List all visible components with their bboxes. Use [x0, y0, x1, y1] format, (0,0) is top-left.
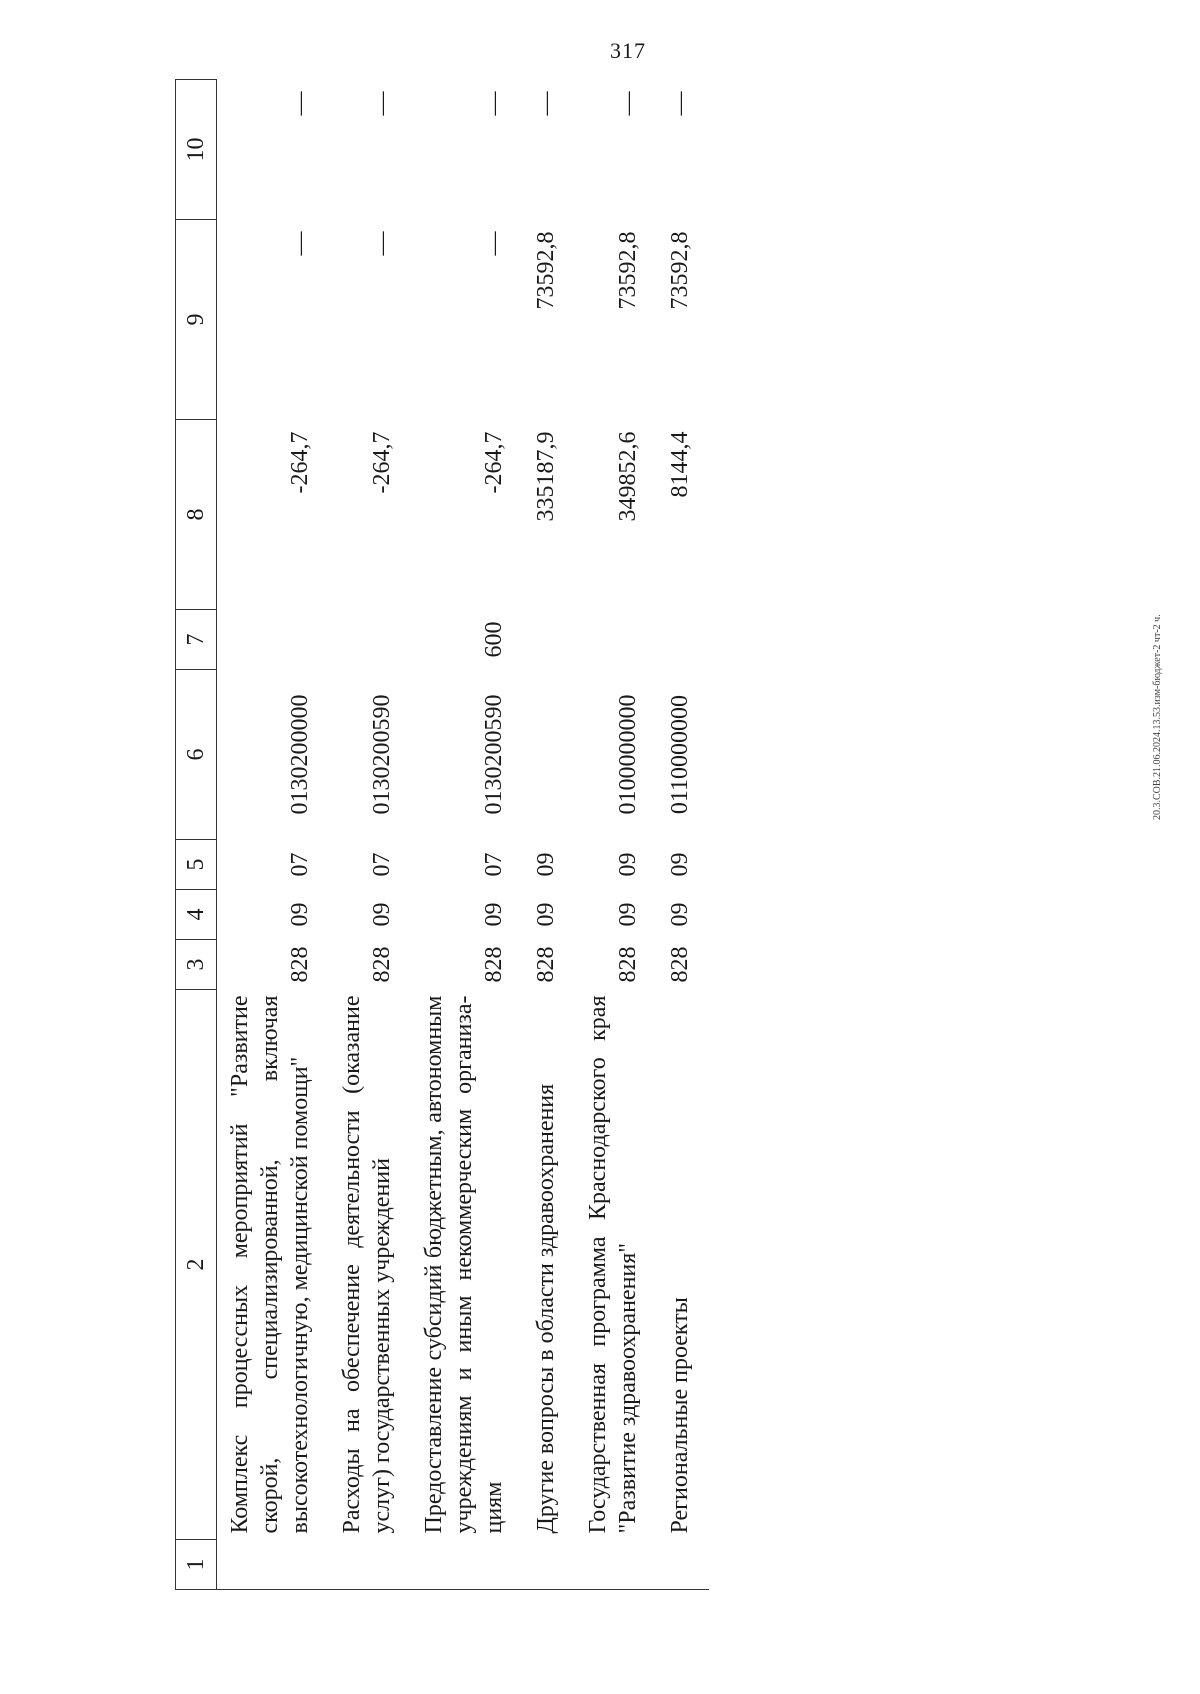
- row-index-cell: [657, 1540, 709, 1590]
- header-row: [176, 80, 217, 1590]
- cell-c8: 349852,6: [615, 431, 641, 522]
- cell-c6: 0130200590: [481, 694, 507, 815]
- cell-c6: 0130200590: [369, 694, 395, 815]
- cell-c10: —: [533, 91, 559, 116]
- row-index-cell: [217, 1540, 330, 1590]
- header-col-3: 3: [176, 940, 217, 990]
- cell-c6: 0110000000: [667, 694, 693, 815]
- cell-c6: 0100000000: [615, 694, 641, 815]
- table-row: [657, 80, 709, 1590]
- cell-c4: 09: [369, 902, 395, 927]
- cell-c7: [329, 610, 411, 670]
- header-col-8: 8: [176, 420, 217, 610]
- row-index-cell: [575, 1540, 657, 1590]
- cell-c10: —: [615, 91, 641, 116]
- row-index-cell: [329, 1540, 411, 1590]
- cell-c5: 07: [369, 852, 395, 877]
- header-col-10: 10: [176, 80, 217, 220]
- header-col-4: 4: [176, 890, 217, 940]
- table-row: [575, 80, 657, 1590]
- cell-c8: 335187,9: [533, 431, 559, 522]
- row-name: Комплекс процессных мероприятий "Развитие скорой, специализированной, включая высокотехнологичную, медицинской помощи": [227, 995, 313, 1534]
- document-footer-code: 20.3.СОВ.21.06.2024.13.53.изм-бюджет-2 чт-2 ч.: [1152, 614, 1163, 820]
- cell-c3: 828: [481, 946, 507, 983]
- cell-c8: -264,7: [287, 431, 313, 494]
- cell-c9: 73592,8: [533, 231, 559, 310]
- cell-c7: [217, 610, 330, 670]
- cell-c5: 09: [533, 852, 559, 877]
- cell-c10: —: [287, 91, 313, 116]
- budget-table-rotated: [175, 80, 1130, 1590]
- row-name: Расходы на обеспечение деятельности (оказание услуг) государственных учреждений: [339, 995, 395, 1534]
- cell-c6: [523, 670, 575, 840]
- cell-c4: 09: [615, 902, 641, 927]
- cell-c7: [575, 610, 657, 670]
- cell-c5: 09: [615, 852, 641, 877]
- cell-c4: 09: [481, 902, 507, 927]
- cell-c5: 07: [481, 852, 507, 877]
- table-row: [411, 80, 523, 1590]
- page-number: 317: [610, 38, 646, 63]
- table-header: [176, 80, 217, 1590]
- cell-c7: [657, 610, 709, 670]
- cell-c3: 828: [615, 946, 641, 983]
- table-row: [329, 80, 411, 1590]
- cell-c5: 07: [287, 852, 313, 877]
- header-col-5: 5: [176, 840, 217, 890]
- cell-c8: -264,7: [369, 431, 395, 494]
- row-index-cell: [411, 1540, 523, 1590]
- header-col-7: 7: [176, 610, 217, 670]
- row-name: Государственная программа Краснодарского края "Развитие здравоохранения": [585, 995, 641, 1534]
- cell-c8: -264,7: [481, 431, 507, 494]
- row-index-cell: [523, 1540, 575, 1590]
- cell-c5: 09: [667, 852, 693, 877]
- cell-c3: 828: [287, 946, 313, 983]
- table-row: [523, 80, 575, 1590]
- cell-c3: 828: [533, 946, 559, 983]
- budget-table: [175, 79, 709, 1590]
- header-col-9: 9: [176, 220, 217, 420]
- cell-c9: —: [481, 231, 507, 256]
- cell-c4: 09: [667, 902, 693, 927]
- header-col-2: 2: [176, 990, 217, 1540]
- cell-c3: 828: [369, 946, 395, 983]
- cell-c10: —: [369, 91, 395, 116]
- header-col-1: 1: [176, 1540, 217, 1590]
- cell-c7: [523, 610, 575, 670]
- cell-c8: 8144,4: [667, 431, 693, 498]
- cell-c9: 73592,8: [667, 231, 693, 310]
- row-name: Предоставление субсидий бюджетным, автономным учреждениям и иным некоммерческим организациям: [421, 995, 507, 1534]
- cell-c7: 600: [481, 621, 507, 658]
- cell-c9: —: [369, 231, 395, 256]
- cell-c6: 0130200000: [287, 694, 313, 815]
- table-row: [217, 80, 330, 1590]
- cell-c10: —: [481, 91, 507, 116]
- cell-c9: 73592,8: [615, 231, 641, 310]
- row-name: Региональные проекты: [667, 1297, 693, 1534]
- cell-c10: —: [667, 91, 693, 116]
- cell-c4: 09: [287, 902, 313, 927]
- table-body: [217, 80, 710, 1590]
- cell-c3: 828: [667, 946, 693, 983]
- cell-c9: —: [287, 231, 313, 256]
- row-name: Другие вопросы в области здравоохранения: [533, 1083, 559, 1534]
- header-col-6: 6: [176, 670, 217, 840]
- cell-c4: 09: [533, 902, 559, 927]
